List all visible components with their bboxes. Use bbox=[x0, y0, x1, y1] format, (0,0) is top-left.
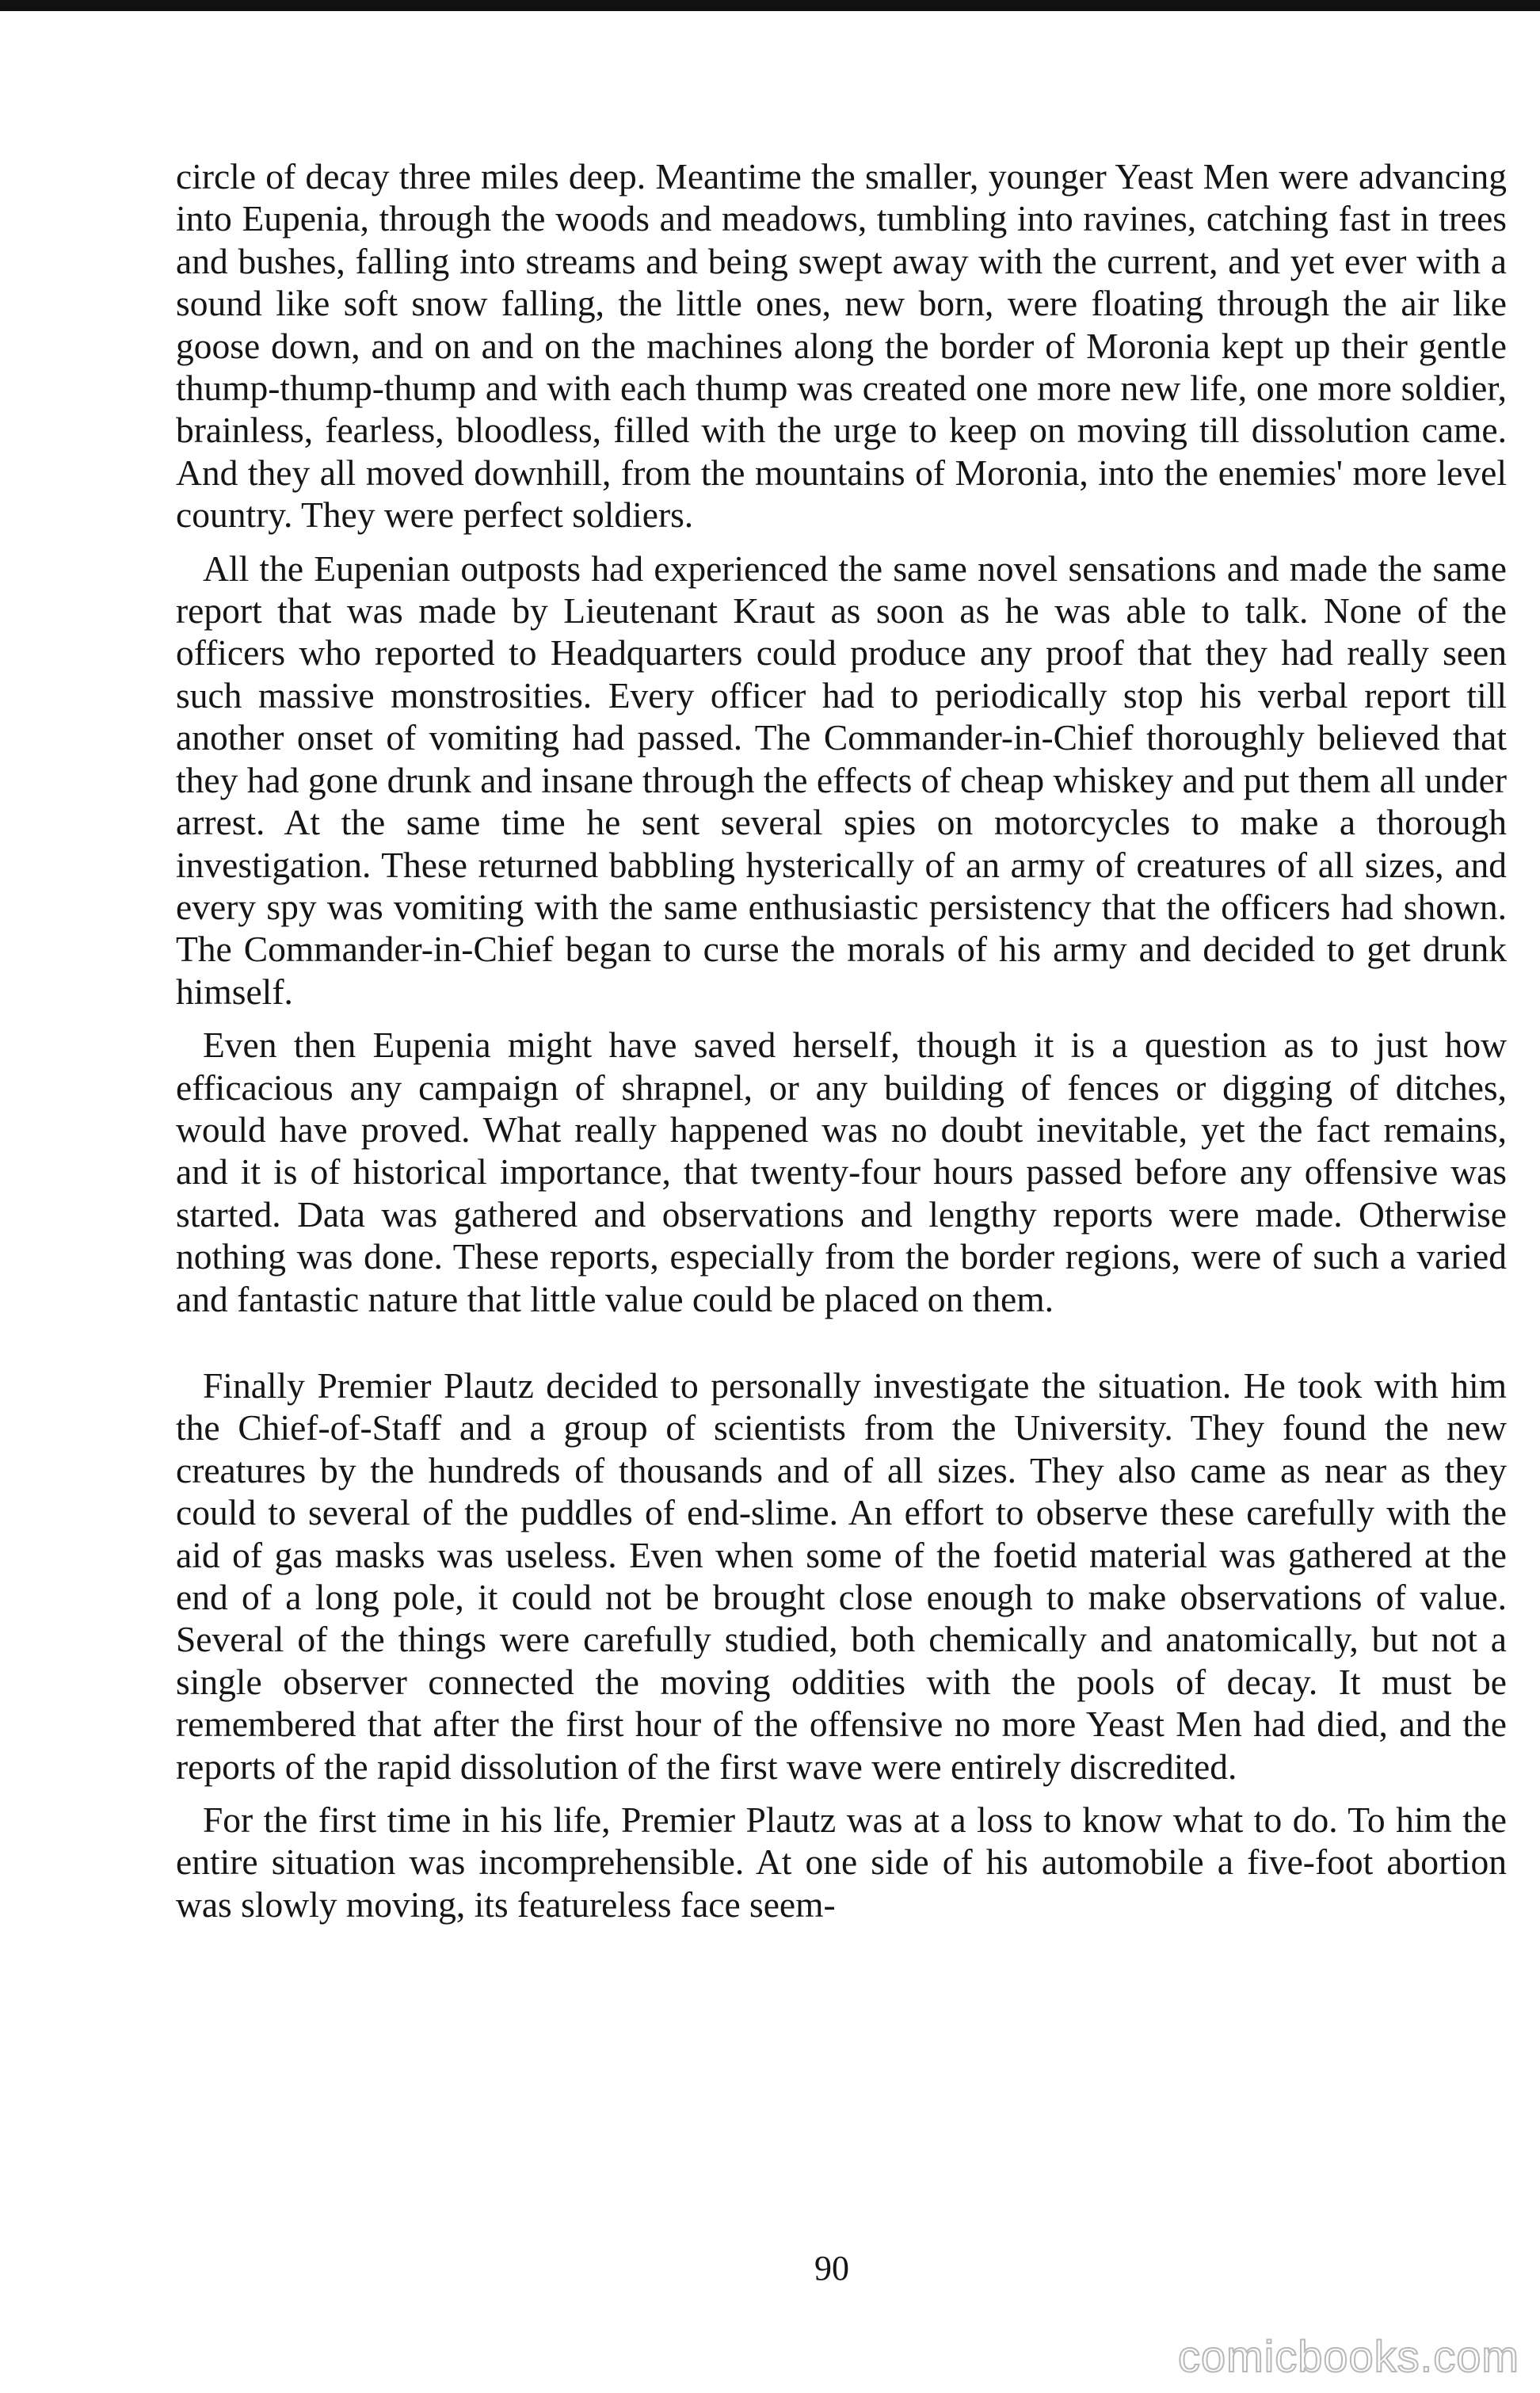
paragraph-3: Even then Eupenia might have saved herself, though it is a question as to just how efficacious any campaign of shrapnel, or any building of fences or digging of ditches, would have proved. What really happened was no doubt inevitable, yet the fact remains, and it is of historical importance, that twenty-four hours passed before any offensive was started. Data was gathered and observations and lengthy reports were made. Otherwise nothing was done. These reports, especially from the border regions, were of such a varied and fantastic nature that little value could be placed on them. bbox=[176, 1025, 1507, 1319]
paragraph-5: For the first time in his life, Premier Plautz was at a loss to know what to do. To him the entire situation was incomprehensible. At one side of his automobile a five-foot abortion was slowly moving, its featureless face seem- bbox=[176, 1800, 1507, 1925]
watermark-logo: comicbooks.com bbox=[1177, 2331, 1519, 2381]
top-border-rule bbox=[0, 0, 1540, 11]
paragraph-1: circle of decay three miles deep. Meantime the smaller, younger Yeast Men were advancing into Eupenia, through the woods and meadows, tumbling into ravines, catching fast in trees and bushes, falling into streams and being swept away with the current, and yet ever with a sound like soft snow falling, the little ones, new born, were floating through the air like goose down, and on and on the machines along the border of Moronia kept up their gentle thump-thump-thump and with each thump was created one more new life, one more soldier, brainless, fearless, bloodless, filled with the urge to keep on moving till dissolution came. And they all moved downhill, from the mountains of Moronia, into the enemies' more level country. They were perfect soldiers. bbox=[176, 156, 1507, 536]
page-body bbox=[176, 155, 1507, 1937]
paragraph-4: Finally Premier Plautz decided to personally investigate the situation. He took with him the Chief-of-Staff and a group of scientists from the University. They found the new creatures by the hundreds of thousands and of all sizes. They also came as near as they could to several of the puddles of end-slime. An effort to observe these carefully with the aid of gas masks was useless. Even when some of the foetid material was gathered at the end of a long pole, it could not be brought close enough to make observations of value. Several of the things were carefully studied, both chemically and anatomically, but not a single observer connected the moving oddities with the pools of decay. It must be remembered that after the first hour of the offensive no more Yeast Men had died, and the reports of the rapid dissolution of the first wave were entirely discredited. bbox=[176, 1364, 1507, 1787]
paragraph-2: All the Eupenian outposts had experienced the same novel sensations and made the same report that was made by Lieutenant Kraut as soon as he was able to talk. None of the officers who reported to Headquarters could produce any proof that they had really seen such massive monstrosities. Every officer had to periodically stop his verbal report till another onset of vomiting had passed. The Commander-in-Chief thoroughly believed that they had gone drunk and insane through the effects of cheap whiskey and put them all under arrest. At the same time he sent several spies on motorcycles to make a thorough investigation. These returned babbling hysterically of an army of creatures of all sizes, and every spy was vomiting with the same enthusiastic persistency that the officers had shown. The Commander-in-Chief began to curse the morals of his army and decided to get drunk himself. bbox=[176, 548, 1507, 1012]
page-number: 90 bbox=[814, 2249, 849, 2288]
